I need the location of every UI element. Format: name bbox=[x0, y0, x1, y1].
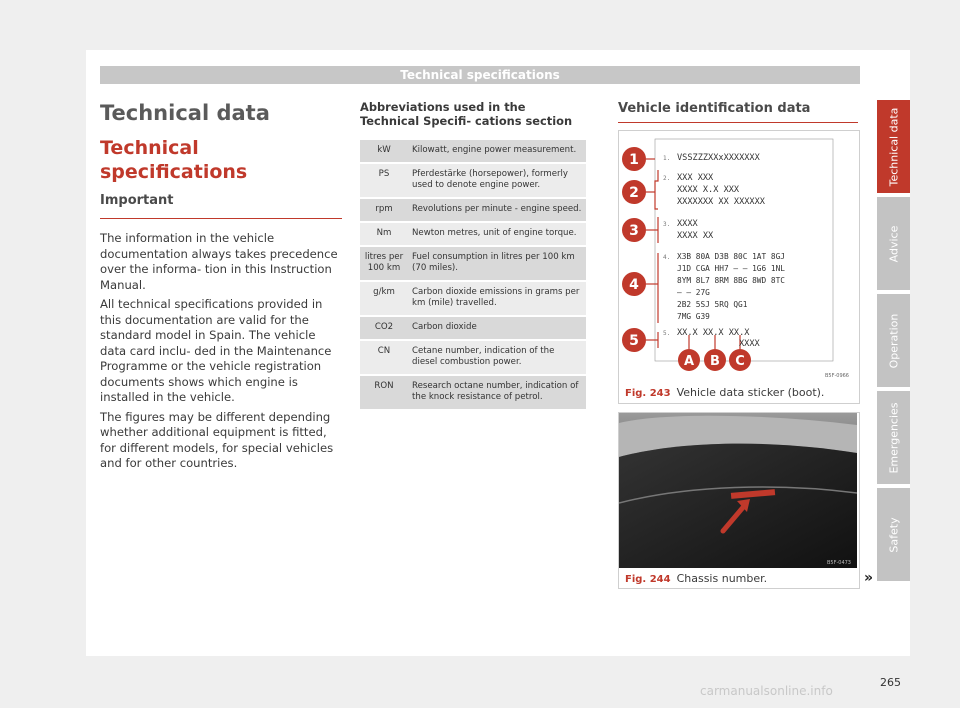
table-row bbox=[360, 198, 586, 222]
desc-cell: Newton metres, unit of engine torque. bbox=[408, 222, 586, 246]
abbr-cell: CN bbox=[360, 340, 408, 375]
callout-b-label: B bbox=[710, 354, 720, 369]
sticker-line: 2B2 5SJ 5RQ QG1 bbox=[677, 300, 748, 309]
abbr-cell: g/km bbox=[360, 281, 408, 316]
page-number: 265 bbox=[880, 676, 901, 689]
desc-cell: Carbon dioxide bbox=[408, 316, 586, 340]
figure-caption bbox=[625, 386, 824, 399]
figure-number: Fig. 244 bbox=[625, 574, 671, 585]
abbreviations-heading: Abbreviations used in the Technical Specifi- cations section bbox=[360, 100, 573, 128]
sticker-line: XXXX X.X XXX bbox=[677, 185, 740, 195]
right-column bbox=[618, 100, 858, 123]
table-row bbox=[360, 246, 586, 281]
tab-label: Technical data bbox=[887, 107, 900, 186]
table-row bbox=[360, 340, 586, 375]
chapter-title: Technical data bbox=[100, 101, 270, 125]
desc-cell: Research octane number, indication of the knock resistance of petrol. bbox=[408, 375, 586, 409]
line-number: 1. bbox=[663, 155, 671, 162]
desc-cell: Fuel consumption in litres per 100 km (70 miles). bbox=[408, 246, 586, 281]
desc-cell: Carbon dioxide emissions in grams per km (mile) travelled. bbox=[408, 281, 586, 316]
table-row bbox=[360, 222, 586, 246]
line-number: 4. bbox=[663, 254, 671, 261]
figure-caption bbox=[625, 572, 767, 585]
callout-3-label: 3 bbox=[629, 223, 639, 239]
desc-cell: Kilowatt, engine power measurement. bbox=[408, 139, 586, 163]
callout-4-label: 4 bbox=[629, 277, 639, 293]
figure-chassis-number bbox=[618, 412, 873, 589]
abbreviations-table bbox=[360, 138, 586, 409]
tab-label: Safety bbox=[887, 516, 900, 553]
tab-operation[interactable] bbox=[877, 294, 910, 387]
table-row bbox=[360, 139, 586, 163]
figure-caption-text: Chassis number. bbox=[676, 572, 768, 585]
left-column bbox=[100, 100, 342, 476]
sticker-line: XXXXXXX XX XXXXXX bbox=[677, 197, 765, 207]
sticker-line: XXXX bbox=[677, 219, 698, 229]
tab-label: Advice bbox=[887, 225, 900, 262]
middle-column bbox=[360, 100, 586, 409]
paragraph: The figures may be different depending whether additional equipment is fitted, for different models, for special vehicles and for other countries. bbox=[100, 409, 334, 470]
abbr-cell: litres per 100 km bbox=[360, 246, 408, 281]
sticker-line: XXX XXX bbox=[677, 173, 714, 183]
desc-cell: Cetane number, indication of the diesel combustion power. bbox=[408, 340, 586, 375]
abbr-cell: RON bbox=[360, 375, 408, 409]
line-number: 2. bbox=[663, 175, 671, 182]
tab-advice[interactable] bbox=[877, 197, 910, 290]
sticker-line: 7MG G39 bbox=[677, 312, 710, 321]
callout-2-label: 2 bbox=[629, 185, 639, 201]
figure-code: B5F-0966 bbox=[824, 373, 849, 379]
sticker-line: J1D CGA HH7 – – 1G6 1NL bbox=[677, 264, 785, 273]
sticker-line: VSSZZZXXxXXXXXXX bbox=[677, 153, 760, 163]
tab-emergencies[interactable] bbox=[877, 391, 910, 484]
vehicle-id-title: Vehicle identification data bbox=[618, 100, 858, 123]
tab-technical-data[interactable] bbox=[877, 100, 910, 193]
figure-number: Fig. 243 bbox=[625, 388, 671, 399]
callout-5-label: 5 bbox=[629, 333, 639, 349]
desc-cell: Revolutions per minute - engine speed. bbox=[408, 198, 586, 222]
callout-c-label: C bbox=[735, 354, 745, 369]
callout-a-label: A bbox=[683, 354, 695, 369]
chassis-photo bbox=[619, 413, 857, 568]
line-number: 5. bbox=[663, 330, 671, 337]
continued-icon: » bbox=[863, 570, 873, 586]
figure-code: B5F-0473 bbox=[826, 560, 851, 566]
callout-1-label: 1 bbox=[629, 152, 639, 168]
table-row bbox=[360, 163, 586, 198]
subsection-header bbox=[100, 192, 342, 219]
running-header: Technical specifications bbox=[100, 66, 860, 84]
abbr-cell: rpm bbox=[360, 198, 408, 222]
abbr-cell: PS bbox=[360, 163, 408, 198]
sticker-line: – – 27G bbox=[677, 288, 710, 297]
watermark: carmanualsonline.info bbox=[700, 684, 833, 698]
sticker-illustration bbox=[619, 131, 857, 381]
figure-caption-text: Vehicle data sticker (boot). bbox=[676, 386, 825, 399]
sticker-line: 8YM 8L7 8RM 8BG 8WD 8TC bbox=[677, 276, 785, 285]
tab-label: Operation bbox=[887, 313, 900, 368]
sticker-line: X3B 80A D3B 80C 1AT 8GJ bbox=[677, 252, 785, 261]
sticker-line: XXXX XX bbox=[677, 231, 714, 241]
paragraph: The information in the vehicle documentation always takes precedence over the informa- tion in this Instruction Manual. bbox=[100, 231, 338, 292]
abbr-cell: kW bbox=[360, 139, 408, 163]
paragraph: All technical specifications provided in this documentation are valid for the standard model in Spain. The vehicle data card inclu- ded in the Maintenance Programme or the vehicle registration documents shows which engine is installed in the vehicle. bbox=[100, 297, 332, 404]
section-title: Technical specifications bbox=[100, 137, 248, 183]
table-row bbox=[360, 375, 586, 409]
table-row bbox=[360, 316, 586, 340]
abbr-cell: CO2 bbox=[360, 316, 408, 340]
figure-vehicle-data-sticker bbox=[618, 130, 860, 404]
sticker-line: XX.X XX.X XX.X bbox=[677, 328, 750, 338]
sticker-line: XXXX bbox=[739, 339, 760, 349]
tab-label: Emergencies bbox=[887, 401, 900, 474]
tab-safety[interactable] bbox=[877, 488, 910, 581]
table-row bbox=[360, 281, 586, 316]
desc-cell: Pferdestärke (horsepower), formerly used to denote engine power. bbox=[408, 163, 586, 198]
body-text bbox=[100, 231, 342, 472]
subsection-title: Important bbox=[100, 193, 174, 208]
line-number: 3. bbox=[663, 221, 671, 228]
abbr-cell: Nm bbox=[360, 222, 408, 246]
